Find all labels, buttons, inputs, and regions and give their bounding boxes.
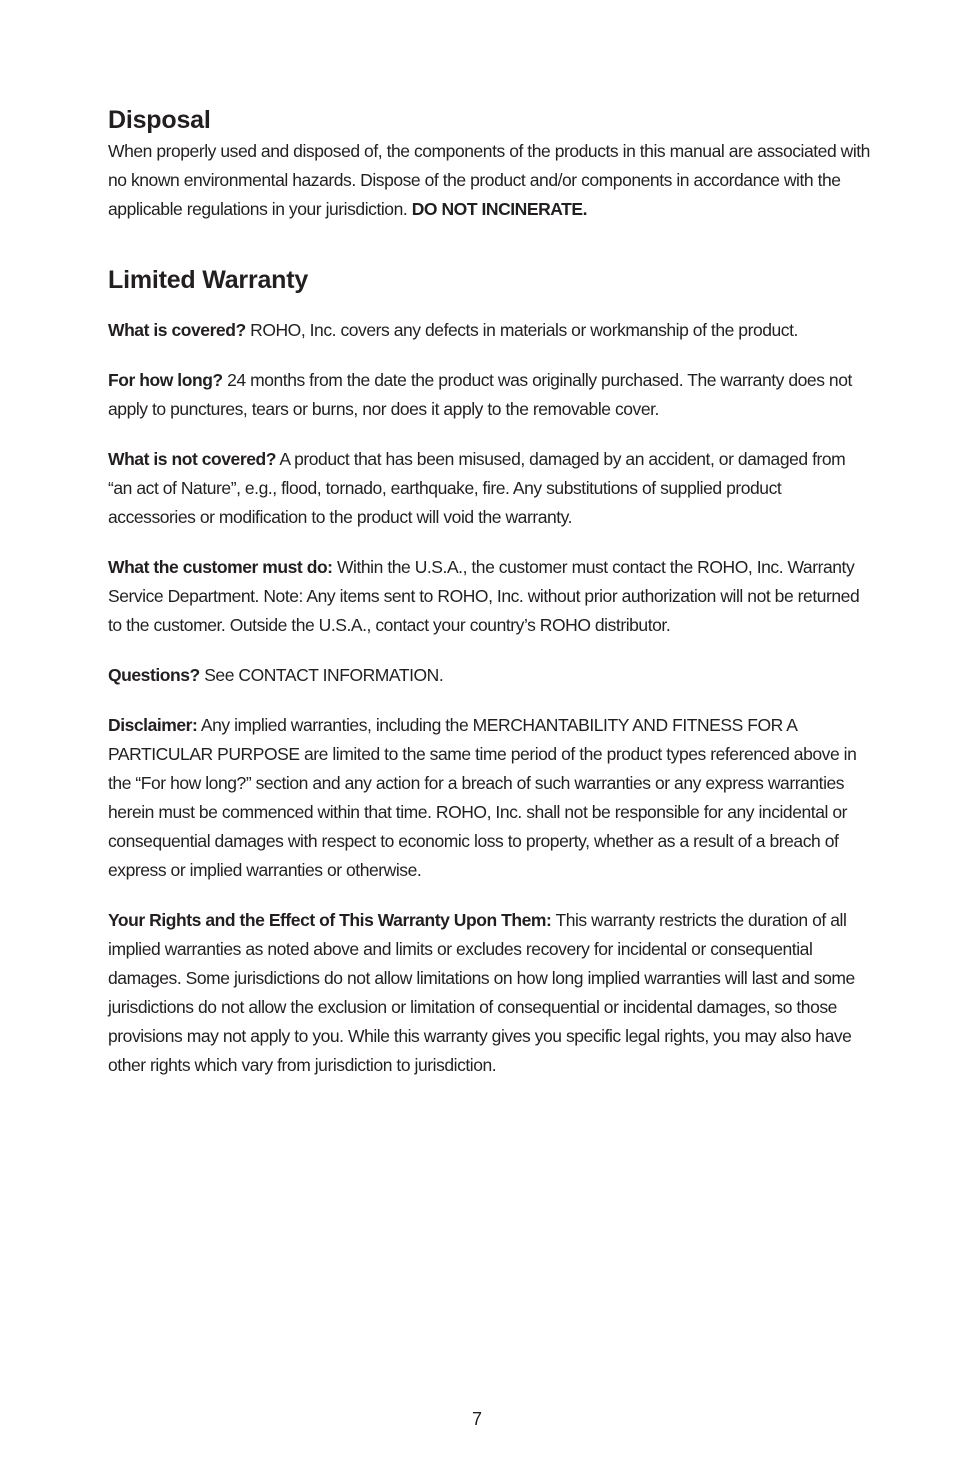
section-label: For how long? — [108, 370, 223, 390]
disposal-warning: DO NOT INCINERATE. — [411, 199, 588, 219]
section-text: ROHO, Inc. covers any defects in materials or workmanship of the product. — [250, 320, 798, 340]
warranty-section-customer-duties — [108, 553, 870, 640]
section-label: What is not covered? — [108, 449, 276, 469]
section-label: Your Rights and the Effect of This Warranty Upon Them: — [108, 910, 552, 930]
page-number: 7 — [471, 1409, 482, 1429]
disposal-body: When properly used and disposed of, the components of the products in this manual are associated with no known environmental hazards. Dispose of the product and/or components in accordance with the applicable regulations in your jurisdiction. — [108, 141, 870, 219]
warranty-section-rights — [108, 906, 870, 1080]
section-text: 24 months from the date the product was originally purchased. The warranty does not apply to punctures, tears or burns, nor does it apply to the removable cover. — [108, 370, 852, 419]
disposal-paragraph — [108, 137, 870, 224]
warranty-section-questions — [108, 661, 870, 690]
section-text: See CONTACT INFORMATION. — [204, 665, 444, 685]
warranty-section-disclaimer — [108, 711, 870, 885]
section-label: Disclaimer: — [108, 715, 198, 735]
section-text: This warranty restricts the duration of all implied warranties as noted above and limits or excludes recovery for incidental or consequential damages. Some jurisdictions do not allow limitations on how long implied warranties will last and some jurisdictions do not allow the exclusion or limitation of consequential or incidental damages, so those provisions may not apply to you. While this warranty gives you specific legal rights, you may also have other rights which vary from jurisdiction to jurisdiction. — [108, 910, 855, 1075]
section-text: A product that has been misused, damaged by an accident, or damaged from “an act of Nature”, e.g., flood, tornado, earthquake, fire. Any substitutions of supplied product accessories or modification to the product will void the warranty. — [108, 449, 846, 527]
disposal-heading: Disposal — [108, 106, 211, 134]
section-label: What the customer must do: — [108, 557, 333, 577]
warranty-section-duration — [108, 366, 870, 424]
section-label: What is covered? — [108, 320, 246, 340]
section-label: Questions? — [108, 665, 200, 685]
section-text: Any implied warranties, including the MERCHANTABILITY AND FITNESS FOR A PARTICULAR PURPOSE are limited to the same time period of the product types referenced above in the “For how long?” section and any action for a breach of such warranties or any express warranties herein must be commenced within that time. ROHO, Inc. shall not be responsible for any incidental or consequential damages with respect to economic loss to property, whether as a result of a breach of express or implied warranties or otherwise. — [108, 715, 857, 880]
page-content — [108, 96, 870, 1080]
warranty-heading: Limited Warranty — [108, 266, 309, 294]
warranty-section-not-covered — [108, 445, 870, 532]
warranty-section-covered — [108, 316, 870, 345]
section-text: Within the U.S.A., the customer must contact the ROHO, Inc. Warranty Service Department. Note: Any items sent to ROHO, Inc. without prior authorization will not be returned to the customer. Outside the U.S.A., contact your country’s ROHO distributor. — [108, 557, 860, 635]
